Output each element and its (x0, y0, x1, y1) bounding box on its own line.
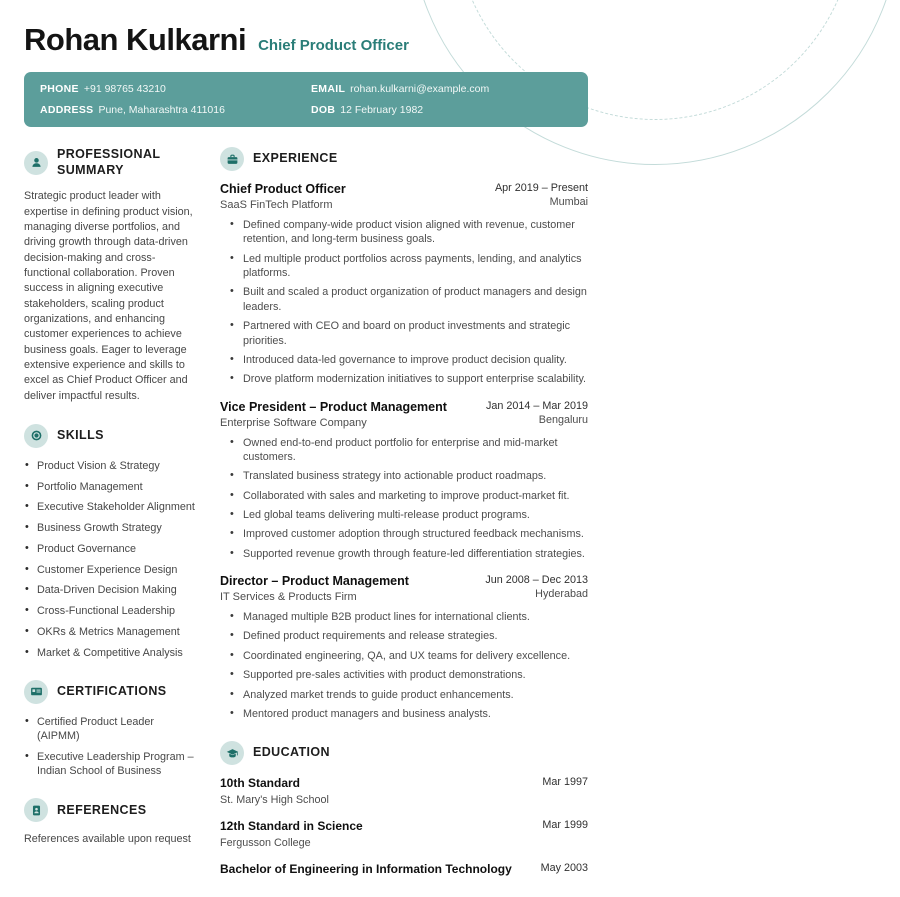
job-dates: Jun 2008 – Dec 2013 (485, 574, 588, 587)
education-degree: 12th Standard in Science (220, 819, 363, 834)
job-bullet: • Supported pre-sales activities with product demonstrations. (230, 668, 588, 682)
job-location: Mumbai (549, 196, 588, 208)
section-title: REFERENCES (57, 802, 147, 817)
education-school: Fergusson College (220, 837, 311, 850)
education-entry (220, 862, 588, 877)
contact-item (40, 83, 301, 95)
education-entry (220, 819, 588, 849)
person-job-title: Chief Product Officer (258, 37, 409, 54)
job-title: Vice President – Product Management (220, 399, 447, 414)
job-company: SaaS FinTech Platform (220, 199, 333, 211)
job-bullet: • Built and scaled a product organization of product managers and design leaders. (230, 285, 588, 314)
section-professional-summary (24, 147, 198, 404)
job-bullet: • Defined company-wide product vision aligned with revenue, customer retention, and long-term business goals. (230, 218, 588, 247)
contact-value: 12 February 1982 (340, 104, 424, 116)
section-title: EXPERIENCE (253, 151, 338, 166)
section-title: CERTIFICATIONS (57, 684, 167, 699)
right-column (220, 147, 588, 897)
contact-bar (24, 72, 588, 127)
job-bullets (230, 610, 588, 721)
job-bullet: • Collaborated with sales and marketing to improve product-market fit. (230, 489, 588, 503)
job-location: Hyderabad (535, 588, 588, 601)
skill-item: • Product Vision & Strategy (24, 459, 198, 473)
skill-item: • Customer Experience Design (24, 563, 198, 577)
section-title: PROFESSIONAL SUMMARY (57, 147, 161, 177)
skill-item: • Market & Competitive Analysis (24, 646, 198, 660)
job-dates: Apr 2019 – Present (494, 182, 588, 194)
education-degree: Bachelor of Engineering in Information Technology (220, 862, 512, 877)
job-entry (220, 400, 588, 562)
education-school: St. Mary's High School (220, 794, 329, 807)
summary-text: Strategic product leader with expertise in defining product vision, managing diverse portfolios, and driving growth through data-driven decision-making and cross-functional collaboration. Proven success in aligning executive stakeholders, scaling product organizations, and enhancing customer experiences to achieve business goals. Eager to leverage extensive experience and skills to excel as Chief Product Officer and deliver impactful results. (24, 190, 193, 402)
job-bullet: • Introduced data-led governance to improve product decision quality. (230, 353, 588, 367)
person-icon (24, 151, 48, 175)
job-bullet: • Managed multiple B2B product lines for international clients. (230, 610, 588, 624)
job-bullet: • Owned end-to-end product portfolio for enterprise and mid-market customers. (230, 436, 588, 465)
job-company: IT Services & Products Firm (220, 591, 357, 604)
section-title: EDUCATION (253, 745, 330, 760)
contact-item (40, 104, 301, 116)
header (24, 22, 588, 58)
skills-list (24, 459, 198, 660)
job-bullet: • Defined product requirements and release strategies. (230, 629, 588, 643)
skill-item: • Business Growth Strategy (24, 521, 198, 535)
skill-item: • OKRs & Metrics Management (24, 625, 198, 639)
job-bullets (230, 436, 588, 562)
section-experience (220, 147, 588, 721)
contact-item (311, 104, 572, 116)
contact-value: Pune, Maharashtra 411016 (98, 104, 225, 116)
education-date: May 2003 (540, 862, 588, 875)
person-name: Rohan Kulkarni (24, 22, 247, 57)
education-date: Mar 1999 (542, 819, 588, 832)
education-date: Mar 1997 (542, 776, 588, 789)
contact-label: ADDRESS (40, 104, 94, 116)
job-bullet: • Led global teams delivering multi-release product programs. (230, 508, 588, 522)
contact-value: +91 98765 43210 (83, 83, 166, 95)
references-text: References available upon request (24, 833, 191, 846)
job-entry (220, 574, 588, 721)
certification-item: • Executive Leadership Program – Indian School of Business (24, 750, 198, 779)
job-bullet: • Led multiple product portfolios across payments, lending, and analytics platforms. (230, 252, 588, 281)
job-bullet: • Partnered with CEO and board on product investments and strategic priorities. (230, 319, 588, 348)
jobs-list (220, 182, 588, 721)
section-certifications (24, 680, 198, 779)
section-education (220, 741, 588, 877)
briefcase-icon (220, 147, 244, 171)
job-bullet: • Analyzed market trends to guide product enhancements. (230, 688, 588, 702)
job-title: Director – Product Management (220, 574, 409, 589)
certifications-list (24, 715, 198, 779)
education-degree: 10th Standard (220, 776, 301, 791)
job-title: Chief Product Officer (220, 182, 346, 196)
job-dates: Jan 2014 – Mar 2019 (485, 399, 588, 412)
contact-label: EMAIL (311, 83, 346, 95)
id-card-icon (24, 680, 48, 704)
job-bullet: • Translated business strategy into actionable product roadmaps. (230, 469, 588, 483)
badge-icon (24, 798, 48, 822)
left-column (24, 147, 198, 897)
skill-item: • Data-Driven Decision Making (24, 583, 198, 597)
job-entry (220, 182, 588, 387)
contact-label: PHONE (40, 83, 79, 95)
job-location: Bengaluru (538, 413, 588, 426)
skill-item: • Product Governance (24, 542, 198, 556)
education-list (220, 776, 588, 877)
contact-item (311, 83, 572, 95)
skill-item: • Executive Stakeholder Alignment (24, 500, 198, 514)
job-bullet: • Supported revenue growth through feature-led differentiation strategies. (230, 547, 588, 561)
skill-item: • Cross-Functional Leadership (24, 604, 198, 618)
graduation-cap-icon (220, 741, 244, 765)
contact-label: DOB (311, 104, 336, 116)
target-icon (24, 424, 48, 448)
education-entry (220, 776, 588, 806)
job-bullets (230, 218, 588, 387)
section-references (24, 798, 198, 845)
job-bullet: • Improved customer adoption through structured feedback mechanisms. (230, 527, 588, 541)
skill-item: • Portfolio Management (24, 480, 198, 494)
contact-value: rohan.kulkarni@example.com (350, 83, 490, 95)
section-title: SKILLS (57, 428, 104, 443)
job-bullet: • Coordinated engineering, QA, and UX teams for delivery excellence. (230, 649, 588, 663)
certification-item: • Certified Product Leader (AIPMM) (24, 715, 198, 744)
section-skills (24, 424, 198, 660)
job-bullet: • Drove platform modernization initiatives to support enterprise scalability. (230, 372, 588, 386)
job-company: Enterprise Software Company (220, 416, 367, 429)
job-bullet: • Mentored product managers and business analysts. (230, 707, 588, 721)
